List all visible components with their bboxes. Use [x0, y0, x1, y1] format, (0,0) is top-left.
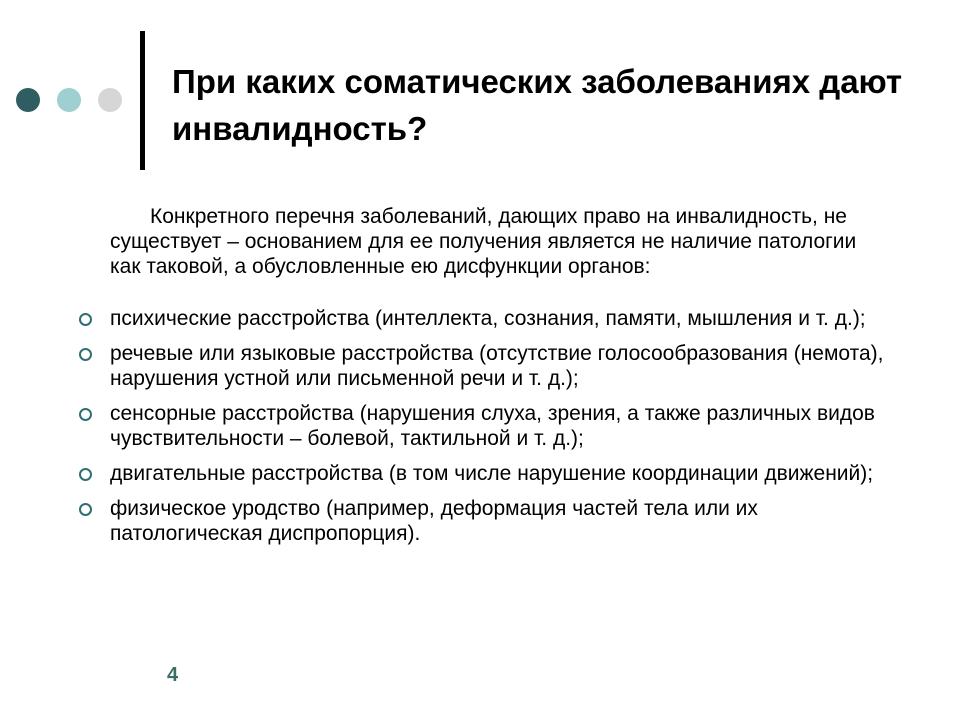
ring-bullet-icon — [79, 348, 92, 361]
decor-dot-dark — [16, 88, 40, 112]
ring-bullet-icon — [79, 408, 92, 421]
slide-number: 4 — [167, 664, 179, 686]
bullet-item — [0, 306, 890, 331]
decor-dot-gray — [98, 88, 122, 112]
bullet-text: психические расстройства (интеллекта, сознания, памяти, мышления и т. д.); — [110, 307, 866, 330]
bullet-item — [0, 496, 890, 546]
ring-bullet-icon — [79, 503, 92, 516]
bullet-text: двигательные расстройства (в том числе нарушение координации движений); — [110, 462, 874, 485]
bullet-item — [0, 461, 890, 486]
bullet-list — [0, 306, 960, 556]
bullet-text: физическое уродство (например, деформация частей тела или их патологическая диспропорция). — [110, 497, 758, 545]
bullet-item — [0, 401, 890, 451]
decor-dot-light — [57, 88, 81, 112]
slide-title: При каких соматических заболеваниях дают инвалидность? — [172, 63, 903, 147]
bullet-text: сенсорные расстройства (нарушения слуха, зрения, а также различных видов чувствительности – болевой, тактильной и т. д.); — [110, 402, 875, 450]
ring-bullet-icon — [79, 468, 92, 481]
bullet-item — [0, 341, 890, 391]
title-divider-bar — [140, 31, 145, 170]
ring-bullet-icon — [79, 313, 92, 326]
intro-paragraph: Конкретного перечня заболеваний, дающих право на инвалидность, не существует – основанием для ее получения является не наличие патологии как таковой, а обусловленные ею дисфункции органов: — [110, 205, 857, 278]
bullet-text: речевые или языковые расстройства (отсутствие голосообразования (немота), нарушения устной или письменной речи и т. д.); — [110, 342, 884, 390]
